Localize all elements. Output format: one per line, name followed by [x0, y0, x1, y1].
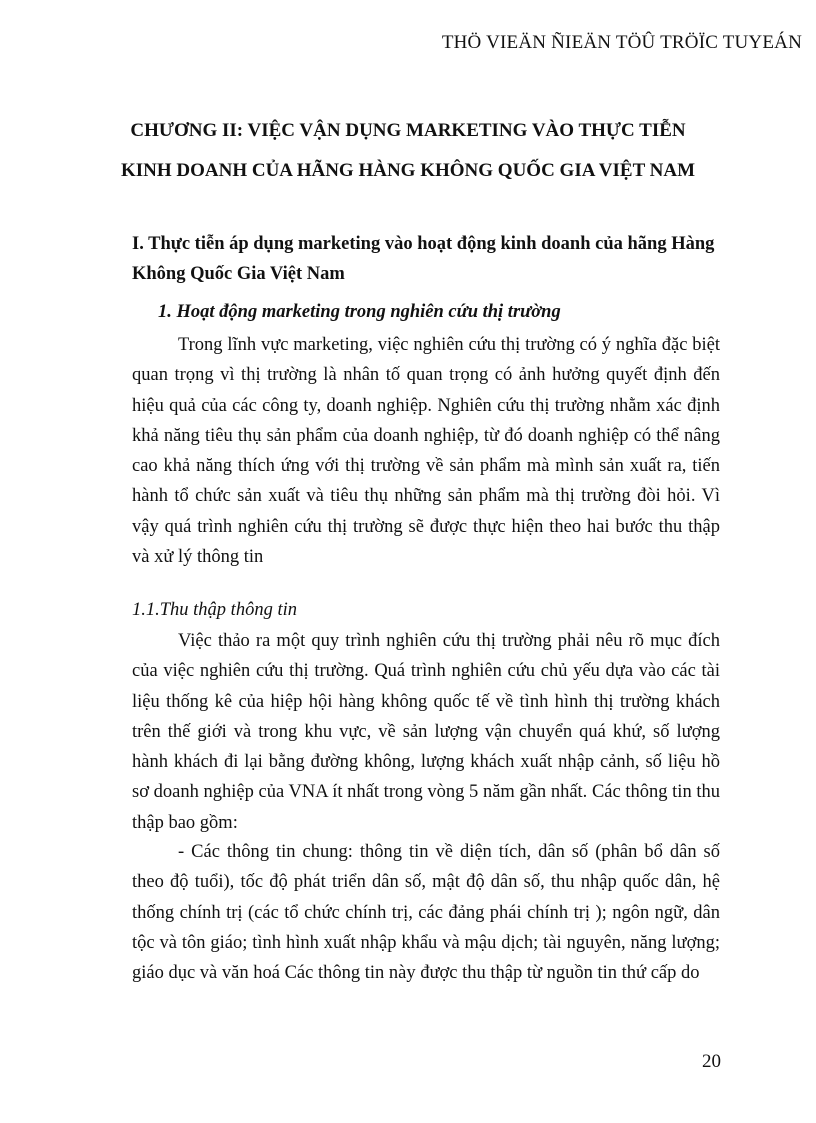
- body-paragraph: - Các thông tin chung: thông tin về diện tích, dân số (phân bổ dân số theo độ tuổi), tốc độ phát triển dân số, mật độ dân số, thu nhập quốc dân, hệ thống chính trị (các tổ chức chính trị, các đảng phái chính trị ); ngôn ngữ, dân tộc và tôn giáo; tình hình xuất nhập khẩu và mậu dịch; tài nguyên, năng lượng; giáo dục và văn hoá Các thông tin này được thu thập từ nguồn tin thứ cấp do: [132, 842, 720, 984]
- sub-subsection-heading: 1.1.Thu thập thông tin: [132, 600, 297, 620]
- subsection-heading: 1. Hoạt động marketing trong nghiên cứu thị trường: [158, 302, 561, 322]
- body-paragraph: Việc thảo ra một quy trình nghiên cứu thị trường phải nêu rõ mục đích của việc nghiên cứu thị trường. Quá trình nghiên cứu chủ yếu dựa vào các tài liệu thống kê của hiệp hội hàng không quốc tế về tình hình thị trường khách trên thế giới và trong khu vực, về sản lượng vận chuyển quá khứ, số lượng hành khách đi lại bằng đường không, lượng khách xuất nhập cảnh, số liệu hồ sơ doanh nghiệp của VNA ít nhất trong vòng 5 năm gần nhất. Các thông tin thu thập bao gồm:: [132, 631, 720, 833]
- page-number: 20: [702, 1051, 721, 1072]
- body-paragraph: Trong lĩnh vực marketing, việc nghiên cứu thị trường có ý nghĩa đặc biệt quan trọng vì thị trường là nhân tố quan trọng có ảnh hưởng quyết định đến hiệu quả của các công ty, doanh nghiệp. Nghiên cứu thị trường nhằm xác định khả năng tiêu thụ sản phẩm của doanh nghiệp, từ đó doanh nghiệp có thể nâng cao khả năng thích ứng với thị trường về sản phẩm mà mình sản xuất ra, tiến hành tổ chức sản xuất và tiêu thụ những sản phẩm mà thị trường đòi hỏi. Vì vậy quá trình nghiên cứu thị trường sẽ được thực hiện theo hai bước thu thập và xử lý thông tin: [132, 335, 720, 568]
- chapter-title-line-2: KINH DOANH CỦA HÃNG HÀNG KHÔNG QUỐC GIA VIỆT NAM: [120, 160, 696, 181]
- section-heading: I. Thực tiễn áp dụng marketing vào hoạt động kinh doanh của hãng Hàng Không Quốc Gia Việt Nam: [132, 234, 715, 284]
- chapter-title-line-1: CHƯƠNG II: VIỆC VẬN DỤNG MARKETING VÀO THỰC TIỄN: [130, 120, 686, 141]
- running-header: THÖ VIEÄN ÑIEÄN TÖÛ TRÖÏC TUYEÁN: [441, 32, 802, 53]
